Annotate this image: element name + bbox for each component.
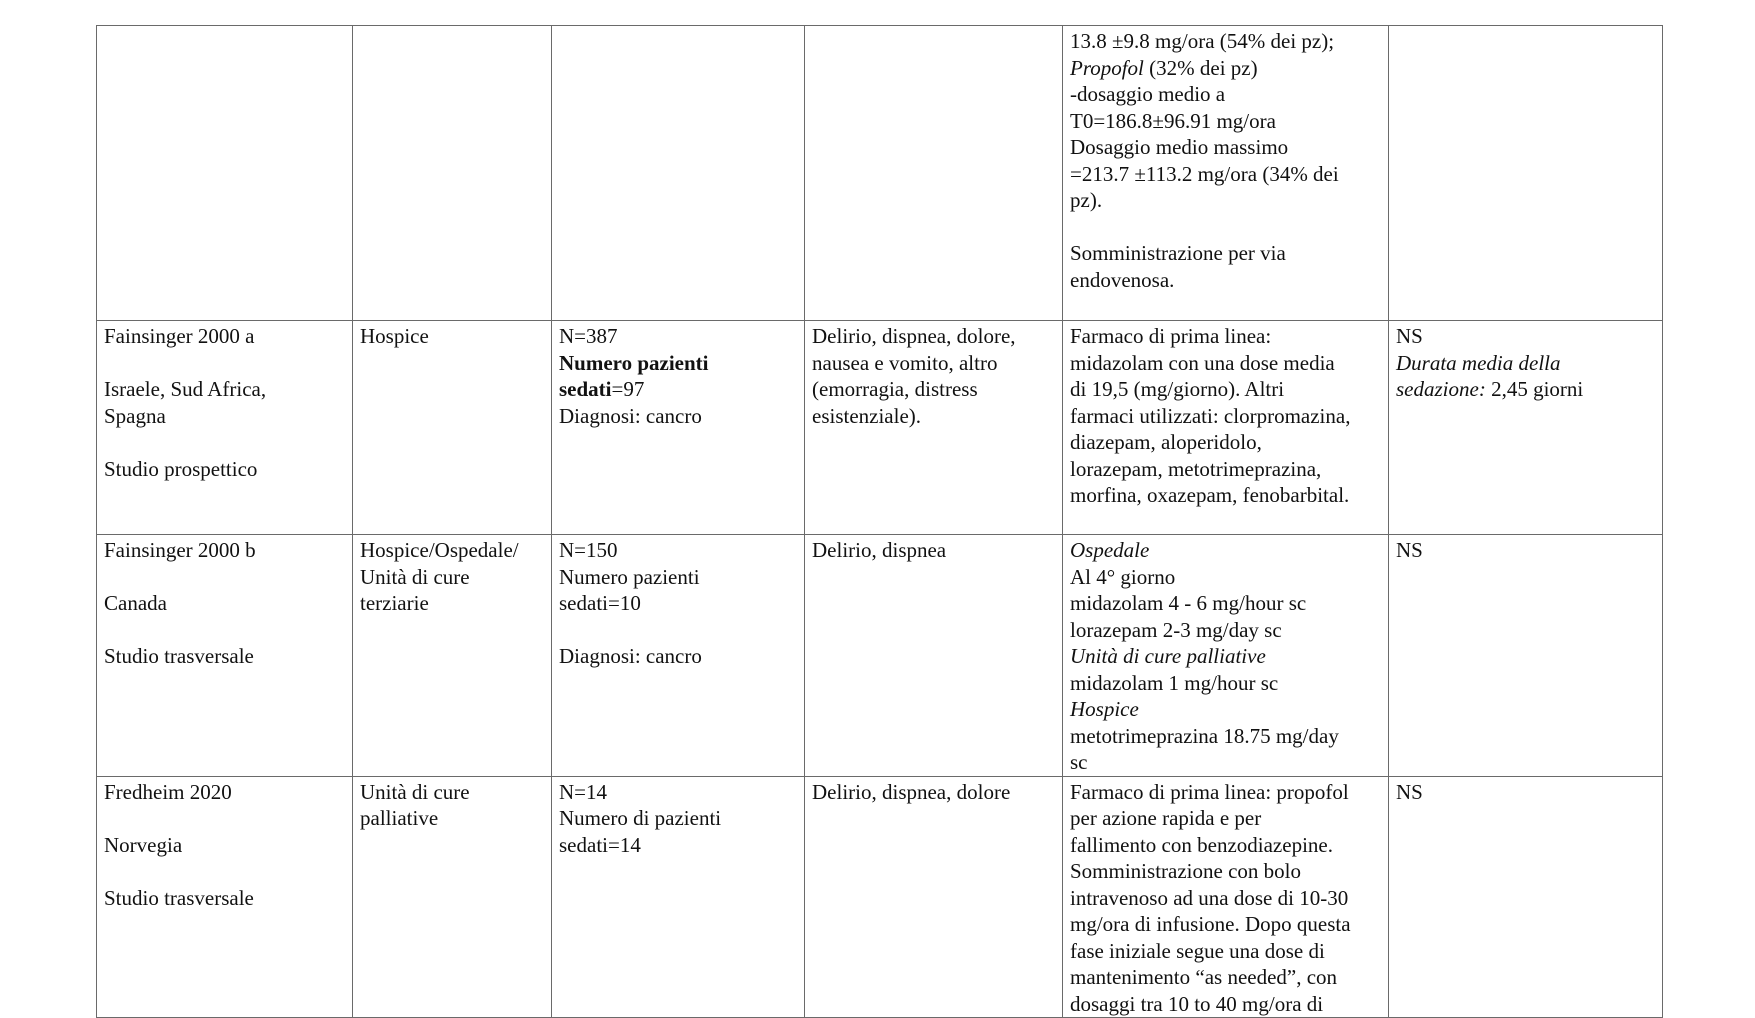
- cell-text-line: fase iniziale segue una dose di: [1070, 938, 1325, 963]
- cell-text-line: metotrimeprazina 18.75 mg/day: [1070, 723, 1339, 748]
- cell-text-line: endovenosa.: [1070, 267, 1175, 292]
- studies-table: [96, 25, 1663, 1018]
- cell-text-line: mg/ora di infusione. Dopo questa: [1070, 912, 1351, 936]
- study-cell: [97, 26, 353, 321]
- table-row: [97, 776, 1663, 1018]
- cell-text-line: terziarie: [360, 591, 429, 615]
- cell-text-line: Studio trasversale: [104, 885, 254, 910]
- cell-text-line: palliative: [360, 806, 439, 830]
- cell-text-line: Canada: [104, 591, 167, 615]
- indications-cell: [805, 776, 1063, 1018]
- text-run: Durata media della: [1396, 350, 1561, 375]
- setting-cell: [353, 26, 552, 321]
- cell-text-line: midazolam 1 mg/hour sc: [1070, 670, 1279, 695]
- indications-cell: [805, 26, 1063, 321]
- blank-line: [104, 350, 346, 377]
- sample-cell: [552, 535, 805, 777]
- study-cell: [97, 776, 353, 1018]
- cell-text-line: (emorragia, distress: [812, 377, 978, 401]
- cell-text-line: [1396, 350, 1656, 377]
- blank-line: [559, 617, 798, 644]
- blank-line: [104, 429, 346, 456]
- cell-text-line: [559, 350, 798, 377]
- indications-cell: [805, 535, 1063, 777]
- table-row: [97, 535, 1663, 777]
- cell-text-line: Somministrazione per via: [1070, 241, 1286, 265]
- cell-text-line: 13.8 ±9.8 mg/ora (54% dei pz);: [1070, 29, 1335, 53]
- cell-text-line: T0=186.8±96.91 mg/ora: [1070, 108, 1276, 133]
- cell-text-line: mantenimento “as needed”, con: [1070, 965, 1338, 989]
- cell-text-line: N=387: [559, 324, 618, 348]
- cell-text-line: Numero di pazienti: [559, 806, 722, 830]
- outcome-cell: [1389, 26, 1663, 321]
- cell-text-line: sedati=10: [559, 591, 641, 615]
- sample-cell: [552, 776, 805, 1018]
- cell-text-line: di 19,5 (mg/giorno). Altri: [1070, 377, 1285, 401]
- cell-text-line: Numero pazienti: [559, 564, 700, 589]
- cell-text-line: Spagna: [104, 403, 166, 428]
- cell-text-line: Fredheim 2020: [104, 779, 232, 804]
- cell-text-line: [1070, 55, 1382, 82]
- cell-text-line: Diagnosi: cancro: [559, 644, 702, 668]
- cell-text-line: Norvegia: [104, 832, 183, 857]
- cell-text-line: intravenoso ad una dose di 10-30: [1070, 885, 1349, 910]
- setting-cell: [353, 776, 552, 1018]
- cell-text-line: NS: [1396, 538, 1423, 562]
- drugs-cell: [1063, 26, 1389, 321]
- setting-cell: [353, 535, 552, 777]
- cell-text-line: dosaggi tra 10 to 40 mg/ora di: [1070, 991, 1324, 1016]
- cell-text-line: Unità di cure: [360, 779, 470, 804]
- cell-text-line: N=14: [559, 779, 608, 804]
- text-run: Numero pazienti: [559, 350, 709, 375]
- cell-text-line: Unità di cure: [360, 564, 470, 589]
- cell-text-line: [559, 376, 798, 403]
- cell-text-line: [1396, 376, 1656, 403]
- cell-text-line: nausea e vomito, altro: [812, 350, 998, 375]
- cell-text-line: diazepam, aloperidolo,: [1070, 430, 1262, 454]
- sample-cell: [552, 321, 805, 535]
- outcome-cell: [1389, 321, 1663, 535]
- drugs-cell: [1063, 321, 1389, 535]
- cell-text-line: NS: [1396, 324, 1423, 348]
- text-run: =97: [611, 377, 645, 401]
- text-run: Hospice: [1070, 697, 1139, 721]
- cell-text-line: Studio prospettico: [104, 456, 258, 481]
- cell-text-line: Hospice/Ospedale/: [360, 538, 519, 562]
- cell-text-line: Al 4° giorno: [1070, 564, 1176, 589]
- indications-cell: [805, 321, 1063, 535]
- blank-line: [104, 564, 346, 591]
- cell-text-line: esistenziale).: [812, 403, 922, 428]
- text-run: sedazione:: [1396, 377, 1486, 401]
- blank-line: [1070, 214, 1382, 241]
- cell-text-line: midazolam 4 - 6 mg/hour sc: [1070, 591, 1307, 615]
- cell-text-line: fallimento con benzodiazepine.: [1070, 832, 1333, 857]
- study-cell: [97, 535, 353, 777]
- table-row: [97, 321, 1663, 535]
- cell-text-line: Dosaggio medio massimo: [1070, 135, 1289, 159]
- cell-text-line: sedati=14: [559, 832, 641, 857]
- blank-line: [104, 805, 346, 832]
- cell-text-line: farmaci utilizzati: clorpromazina,: [1070, 403, 1351, 428]
- cell-text-line: N=150: [559, 538, 618, 562]
- cell-text-line: Studio trasversale: [104, 644, 254, 668]
- cell-text-line: NS: [1396, 779, 1423, 804]
- cell-text-line: [1070, 696, 1382, 723]
- drugs-cell: [1063, 535, 1389, 777]
- cell-text-line: per azione rapida e per: [1070, 806, 1262, 830]
- blank-line: [104, 858, 346, 885]
- study-cell: [97, 321, 353, 535]
- blank-line: [104, 617, 346, 644]
- cell-text-line: Farmaco di prima linea: propofol: [1070, 779, 1349, 804]
- cell-text-line: morfina, oxazepam, fenobarbital.: [1070, 483, 1350, 507]
- cell-text-line: [1070, 643, 1382, 670]
- text-run: Ospedale: [1070, 538, 1150, 562]
- text-run: (32% dei pz): [1143, 55, 1258, 80]
- setting-cell: [353, 321, 552, 535]
- cell-text-line: Israele, Sud Africa,: [104, 377, 267, 401]
- cell-text-line: Fainsinger 2000 a: [104, 324, 255, 348]
- cell-text-line: lorazepam, metotrimeprazina,: [1070, 456, 1322, 481]
- cell-text-line: -dosaggio medio a: [1070, 82, 1226, 106]
- text-run: Unità di cure palliative: [1070, 644, 1266, 668]
- cell-text-line: sc: [1070, 750, 1088, 774]
- cell-text-line: Diagnosi: cancro: [559, 403, 702, 428]
- cell-text-line: pz).: [1070, 188, 1103, 212]
- cell-text-line: Farmaco di prima linea:: [1070, 324, 1272, 348]
- cell-text-line: Delirio, dispnea, dolore,: [812, 324, 1016, 348]
- cell-text-line: Fainsinger 2000 b: [104, 538, 256, 562]
- cell-text-line: Delirio, dispnea, dolore: [812, 779, 1011, 804]
- cell-text-line: lorazepam 2-3 mg/day sc: [1070, 617, 1282, 642]
- cell-text-line: [1070, 537, 1382, 564]
- cell-text-line: midazolam con una dose media: [1070, 350, 1335, 375]
- text-run: 2,45 giorni: [1485, 377, 1584, 401]
- outcome-cell: [1389, 776, 1663, 1018]
- outcome-cell: [1389, 535, 1663, 777]
- text-run: Propofol: [1070, 55, 1144, 80]
- sample-cell: [552, 26, 805, 321]
- cell-text-line: =213.7 ±113.2 mg/ora (34% dei: [1070, 161, 1339, 186]
- drugs-cell: [1063, 776, 1389, 1018]
- table-row: [97, 26, 1663, 321]
- cell-text-line: Delirio, dispnea: [812, 538, 947, 562]
- text-run: sedati: [559, 377, 612, 401]
- cell-text-line: Hospice: [360, 324, 429, 348]
- cell-text-line: Somministrazione con bolo: [1070, 859, 1301, 883]
